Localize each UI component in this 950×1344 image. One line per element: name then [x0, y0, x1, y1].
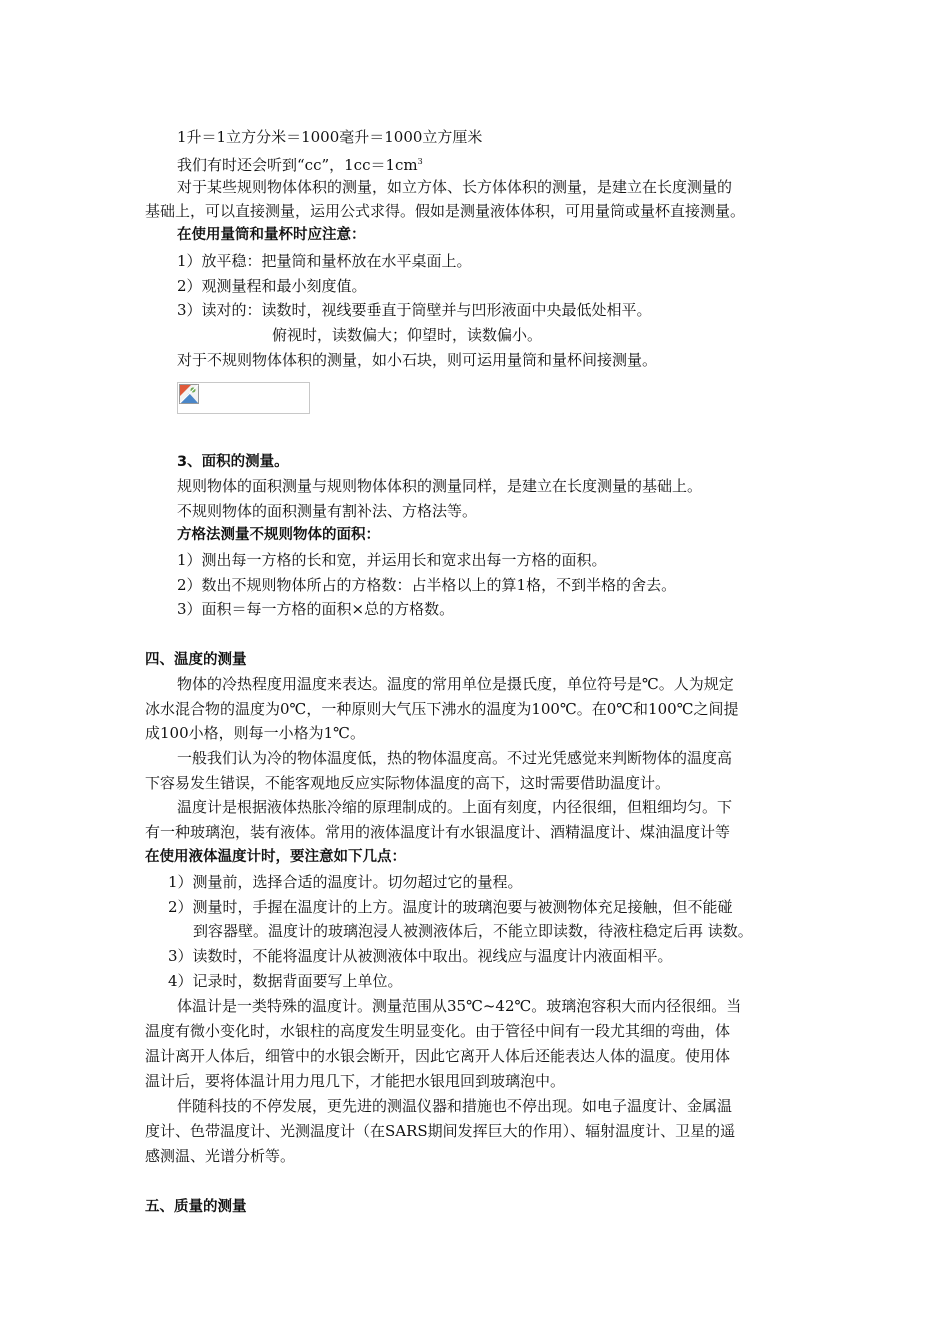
regular-volume-line-2: 基础上，可以直接测量，运用公式求得。假如是测量液体体积，可用量筒或量杯直接测量。: [145, 202, 746, 220]
temperature-paragraph: 一般我们认为冷的物体温度低，热的物体温度高。不过光凭感觉来判断物体的温度高: [177, 749, 733, 767]
cylinder-tip: 3）读对的：读数时，视线要垂直于筒壁并与凹形液面中央最低处相平。: [177, 301, 652, 319]
grid-step: 3）面积＝每一方格的面积×总的方格数。: [177, 600, 455, 618]
thermometer-note: 2）测量时，手握在温度计的上方。温度计的玻璃泡要与被测物体充足接触，但不能碰: [168, 898, 733, 916]
cylinder-tip: 1）放平稳：把量筒和量杯放在水平桌面上。: [177, 252, 472, 270]
regular-volume-line-1: 对于某些规则物体体积的测量，如立方体、长方体体积的测量，是建立在长度测量的: [177, 178, 733, 196]
area-heading: 3、面积的测量。: [177, 454, 289, 470]
cc-note: 我们有时还会听到“cc”，$1cc=1cm^3$: [177, 156, 423, 174]
thermometer-note: 4）记录时，数据背面要写上单位。: [168, 972, 403, 990]
grid-step: 1）测出每一方格的长和宽，并运用长和宽求出每一方格的面积。: [177, 551, 607, 569]
temperature-paragraph: 伴随科技的不停发展，更先进的测温仪器和措施也不停出现。如电子温度计、金属温: [177, 1097, 733, 1115]
broken-image-icon: [179, 384, 199, 404]
temperature-paragraph: 成100小格，则每一小格为1℃。: [145, 724, 365, 742]
area-paragraph: 不规则物体的面积测量有割补法、方格法等。: [177, 502, 478, 520]
grid-step: 2）数出不规则物体所占的方格数：占半格以上的算1格，不到半格的舍去。: [177, 576, 677, 594]
mass-heading: 五、质量的测量: [145, 1199, 247, 1215]
temperature-paragraph: 温计离开人体后，细管中的水银会断开，因此它离开人体后还能表达人体的温度。使用体: [145, 1047, 731, 1065]
temperature-paragraph: 下容易发生错误，不能客观地反应实际物体温度的高下，这时需要借助温度计。: [145, 774, 671, 792]
thermometer-notice-heading: 在使用液体温度计时，要注意如下几点：: [145, 849, 406, 865]
temperature-paragraph: 感测温、光谱分析等。: [145, 1147, 296, 1165]
irregular-volume-note: 对于不规则物体体积的测量，如小石块，则可运用量筒和量杯间接测量。: [177, 351, 658, 369]
temperature-paragraph: 体温计是一类特殊的温度计。测量范围从35℃~42℃。玻璃泡容积大而内径很细。当: [177, 997, 742, 1015]
temperature-paragraph: 冰水混合物的温度为0℃，一种原则大气压下沸水的温度为100℃。在0℃和100℃之间提: [145, 700, 739, 718]
area-paragraph: 规则物体的面积测量与规则物体体积的测量同样，是建立在长度测量的基础上。: [177, 477, 703, 495]
temperature-paragraph: 温计后，要将体温计用力甩几下，才能把水银甩回到玻璃泡中。: [145, 1072, 566, 1090]
cylinder-tip: 2）观测量程和最小刻度值。: [177, 277, 367, 295]
temperature-paragraph: 物体的冷热程度用温度来表达。温度的常用单位是摄氏度，单位符号是℃。人为规定: [177, 675, 734, 693]
thermometer-note: 3）读数时，不能将温度计从被测液体中取出。视线应与温度计内液面相平。: [168, 947, 673, 965]
cylinder-tip: 俯视时，读数偏大；仰望时，读数偏小。: [272, 326, 543, 344]
unit-equation: 1升＝1立方分米＝1000毫升＝1000立方厘米: [177, 128, 483, 146]
temperature-paragraph: 有一种玻璃泡，装有液体。常用的液体温度计有水银温度计、酒精温度计、煤油温度计等: [145, 823, 731, 841]
cylinder-heading: 在使用量筒和量杯时应注意：: [177, 227, 366, 243]
temperature-heading: 四、温度的测量: [145, 652, 247, 668]
temperature-paragraph: 温度计是根据液体热胀冷缩的原理制成的。上面有刻度，内径很细，但粗细均匀。下: [177, 798, 733, 816]
broken-image-placeholder: [177, 382, 310, 414]
thermometer-note: 到容器壁。温度计的玻璃泡浸人被测液体后，不能立即读数，待液柱稳定后再 读数。: [193, 922, 753, 940]
temperature-paragraph: 度计、色带温度计、光测温度计（在SARS期间发挥巨大的作用）、辐射温度计、卫星的遥: [145, 1122, 736, 1140]
temperature-paragraph: 温度有微小变化时，水银柱的高度发生明显变化。由于管径中间有一段尤其细的弯曲，体: [145, 1022, 731, 1040]
thermometer-note: 1）测量前，选择合适的温度计。切勿超过它的量程。: [168, 873, 523, 891]
grid-method-heading: 方格法测量不规则物体的面积：: [177, 527, 380, 543]
